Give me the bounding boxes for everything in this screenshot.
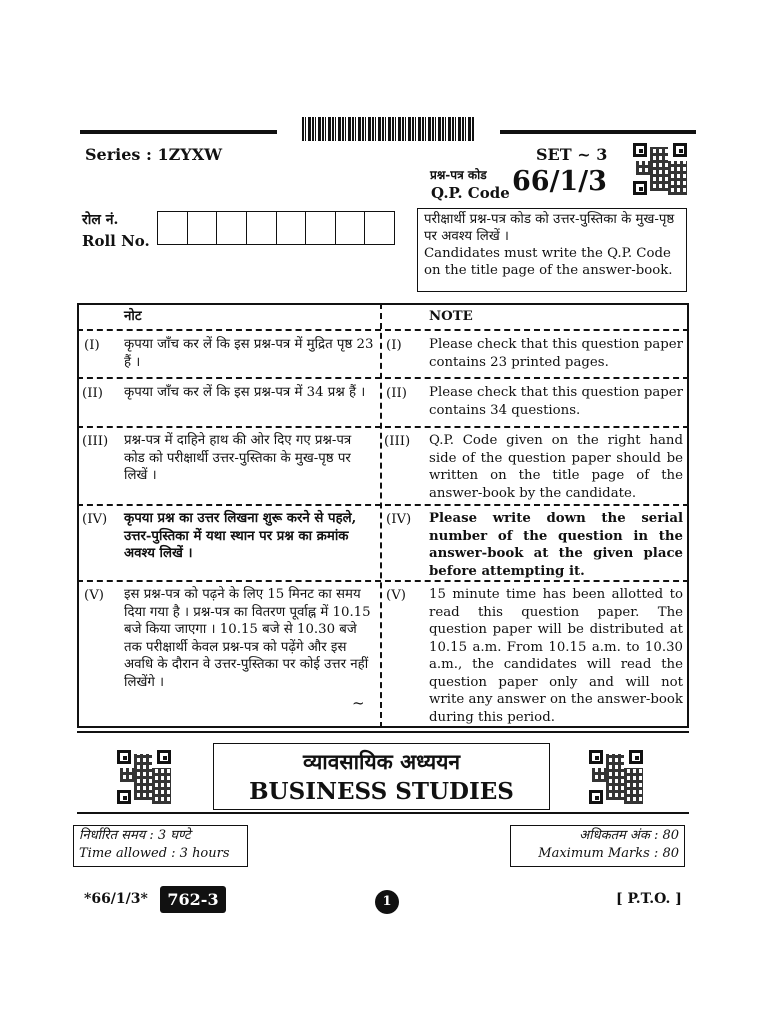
footer-code: *66/1/3* <box>84 891 148 907</box>
notice-hindi: परीक्षार्थी प्रश्न-पत्र कोड को उत्तर-पुस्तिका के मुख-पृष्ठ पर अवश्य लिखें । <box>424 212 675 244</box>
pto-label: [ P.T.O. ] <box>616 891 682 907</box>
row-number-english: (III) <box>384 434 411 449</box>
row-separator <box>77 329 689 331</box>
subject-hindi: व्यावसायिक अध्ययन <box>302 749 461 774</box>
row-number-hindi: (III) <box>82 434 109 449</box>
row-separator <box>77 377 689 379</box>
barcode-icon <box>302 117 474 141</box>
note-english: 15 minute time has been allotted to read this question paper. The question paper will be distributed at 10.15 a.m. From 10.15 a.m. to 10.30 a.m., the candidates will read the question paper only and will not write any answer on the answer-book during this period. <box>429 587 683 725</box>
row-separator <box>77 504 689 506</box>
note-english: Please check that this question paper contains 23 printed pages. <box>429 337 683 370</box>
footer-badge: 762-3 <box>160 886 226 913</box>
notes-divider <box>380 303 382 728</box>
series-label: Series : 1ZYXW <box>85 145 223 164</box>
title-rule-top <box>77 731 689 733</box>
row-separator <box>77 426 689 428</box>
note-hindi: कृपया जाँच कर लें कि इस प्रश्न-पत्र में 34 प्रश्न हैं । <box>124 385 366 400</box>
row-number-english: (II) <box>386 386 407 401</box>
row-number-hindi: (IV) <box>82 512 108 527</box>
time-hindi: निर्धारित समय : 3 घण्टे <box>79 828 191 843</box>
row-separator <box>77 580 689 582</box>
note-hindi: कृपया जाँच कर लें कि इस प्रश्न-पत्र में मुद्रित पृष्ठ 23 हैं । <box>124 337 374 370</box>
row-number-hindi: (V) <box>84 588 104 603</box>
subject-english: BUSINESS STUDIES <box>249 778 514 805</box>
notes-heading-hindi: नोट <box>124 309 142 324</box>
top-rule-right <box>500 130 696 134</box>
marks-hindi: अधिकतम अंक : 80 <box>579 828 679 843</box>
note-hindi: प्रश्न-पत्र में दाहिने हाथ की ओर दिए गए प्रश्न-पत्र कोड को परीक्षार्थी उत्तर-पुस्तिका के मुख-पृष्ठ पर लिखें । <box>124 433 352 483</box>
subject-title-box <box>213 743 550 810</box>
max-marks-box <box>510 825 685 867</box>
roll-no-hindi: रोल नं. <box>82 212 119 228</box>
qp-code-label: Q.P. Code <box>431 184 510 202</box>
row-number-english: (I) <box>386 338 402 353</box>
qp-code-notice <box>417 208 687 292</box>
note-english: Q.P. Code given on the right hand side of the question paper should be written on the title page of the answer-book by the candidate. <box>429 433 683 501</box>
time-english: Time allowed : 3 hours <box>79 846 230 861</box>
note-hindi: इस प्रश्न-पत्र को पढ़ने के लिए 15 मिनट का समय दिया गया है । प्रश्न-पत्र का वितरण पूर्वाह्न में 10.15 बजे किया जाएगा । 10.15 बजे से 10.30 बजे तक परीक्षार्थी केवल प्रश्न-पत्र को पढ़ेंगे और इस अवधि के दौरान वे उत्तर-पुस्तिका पर कोई उत्तर नहीं लिखेंगे । <box>124 587 371 690</box>
notice-english: Candidates must write the Q.P. Code on the title page of the answer-book. <box>424 246 673 278</box>
marks-english: Maximum Marks : 80 <box>538 846 679 861</box>
qp-code-value: 66/1/3 <box>512 166 607 197</box>
top-rule-left <box>80 130 277 134</box>
row-number-hindi: (I) <box>84 338 100 353</box>
note-english: Please check that this question paper contains 34 questions. <box>429 385 683 418</box>
page-number: 1 <box>375 890 399 914</box>
qr-code-left-icon <box>117 750 171 804</box>
row-number-english: (IV) <box>386 512 412 527</box>
time-allowed-box <box>73 825 248 867</box>
notes-heading-english: NOTE <box>429 309 473 324</box>
title-rule-bottom <box>77 812 689 814</box>
roll-no-boxes[interactable] <box>157 211 395 245</box>
row-number-hindi: (II) <box>82 386 103 401</box>
qp-code-hindi: प्रश्न-पत्र कोड <box>430 168 487 182</box>
note-hindi: कृपया प्रश्न का उत्तर लिखना शुरू करने से पहले, उत्तर-पुस्तिका में यथा स्थान पर प्रश्न का क्रमांक अवश्य लिखें । <box>124 511 357 561</box>
note-english: Please write down the serial number of the question in the answer-book at the given place before attempting it. <box>429 511 683 579</box>
qr-code-top-right-icon <box>633 143 687 195</box>
roll-no-label: Roll No. <box>82 232 150 250</box>
row-number-english: (V) <box>386 588 406 603</box>
set-label: SET ~ 3 <box>536 145 608 164</box>
qr-code-right-icon <box>589 750 643 804</box>
tilde-mark: ~ <box>352 694 365 712</box>
